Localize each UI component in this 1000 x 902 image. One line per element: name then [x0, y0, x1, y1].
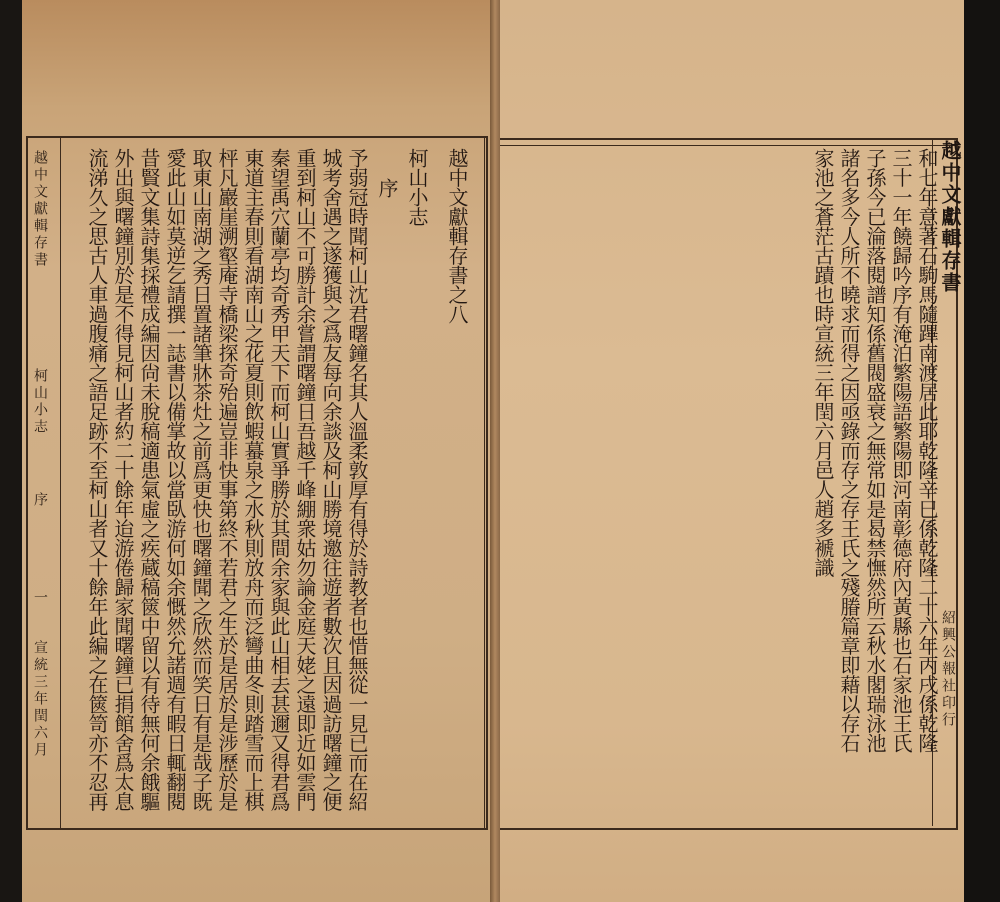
- preface-heading: 序: [375, 178, 399, 198]
- text-column: 城考舍遇之遂獲與之爲友每向余談及柯山勝境邀往遊者數次且因過訪曙鐘之便: [319, 148, 343, 811]
- margin-page-number: 一: [32, 590, 48, 607]
- margin-preface-label: 序: [32, 492, 48, 509]
- text-column: 和七年意著石駒馬隨蹕南渡居此耶乾隆辛巳係乾隆二十六年丙戌係乾隆: [915, 148, 939, 753]
- text-column: 秦望禹穴蘭亭均奇秀甲天下而柯山實爭勝於其間余家與此山相去甚邇又得君爲: [267, 148, 291, 811]
- book-spine: [490, 0, 500, 902]
- margin-date: 宣統三年閏六月: [32, 640, 48, 759]
- text-column: 子孫今已淪落閱譜知係舊閥盛衰之無常如是曷禁憮然所云秋水閣瑞泳池: [863, 148, 887, 753]
- margin-section-title: 柯山小志: [32, 368, 48, 436]
- text-column: 枰凡巖崖溯壑庵寺橋梁探奇殆遍豈非快事第終不若君之生於是居於是涉歷於是: [215, 148, 239, 811]
- text-column: 外出與曙鐘別於是不得見柯山者約二十餘年迨游倦歸家聞曙鐘已捐館舍爲太息: [111, 148, 135, 811]
- right-margin-book-title: 越中文獻輯存書: [938, 140, 962, 294]
- text-column: 三十一年饒歸吟序有淹泊繁陽語繁陽即河南彰德府內黃縣也石家池王氏: [889, 148, 913, 753]
- section-title: 柯山小志: [405, 148, 429, 226]
- left-page-text: [40, 148, 470, 818]
- background-edge-left: [0, 0, 22, 902]
- text-column: 昔賢文集詩集採禮成編因尙未脫稿適患氣虛之疾蔵稿篋中留以有待無何余餓驅: [137, 148, 161, 811]
- text-column: 流涕久之思古人車過腹痛之語足跡不至柯山者又十餘年此編之在篋笥亦不忍再: [85, 148, 109, 811]
- right-top-rule: [500, 145, 958, 146]
- right-page-text: [760, 148, 940, 818]
- margin-book-title: 越中文獻輯存書: [32, 150, 48, 269]
- right-margin-publisher: 紹興公報社印行: [940, 610, 956, 729]
- text-column: 重到柯山不可勝計余嘗謂曙鐘日吾越千峰綳衆姑勿論金庭天姥之遠即近如雲門: [293, 148, 317, 811]
- bleed-through-area: [530, 160, 750, 800]
- text-column: 愛此山如莫逆乞請撰一誌書以備掌故以當臥游何如余慨然允諾週有暇日輒翻閱: [163, 148, 187, 811]
- text-column: 取東山南湖之秀日置諸筆牀茶灶之前爲更快也曙鐘聞之欣然而笑日有是哉子既: [189, 148, 213, 811]
- text-column: 家池之蒼茫古蹟也時宣統三年閏六月邑人趙多褫識: [811, 148, 835, 577]
- text-column: 予弱冠時聞柯山沈君曙鐘名其人溫柔敦厚有得於詩教者也惜無從一見已而在紹: [345, 148, 369, 811]
- book-title: 越中文獻輯存書之八: [445, 148, 469, 324]
- left-inner-rule: [484, 138, 485, 828]
- text-column: 東道主春則看湖南山之花夏則飲蝦蟇泉之水秋則放舟而泛彎曲冬則踏雪而上棋: [241, 148, 265, 811]
- text-column: 諸名多今人所不曉求而得之因亟錄而存之存王氏之殘膡篇章即藉以存石: [837, 148, 861, 753]
- background-edge-right: [964, 0, 1000, 902]
